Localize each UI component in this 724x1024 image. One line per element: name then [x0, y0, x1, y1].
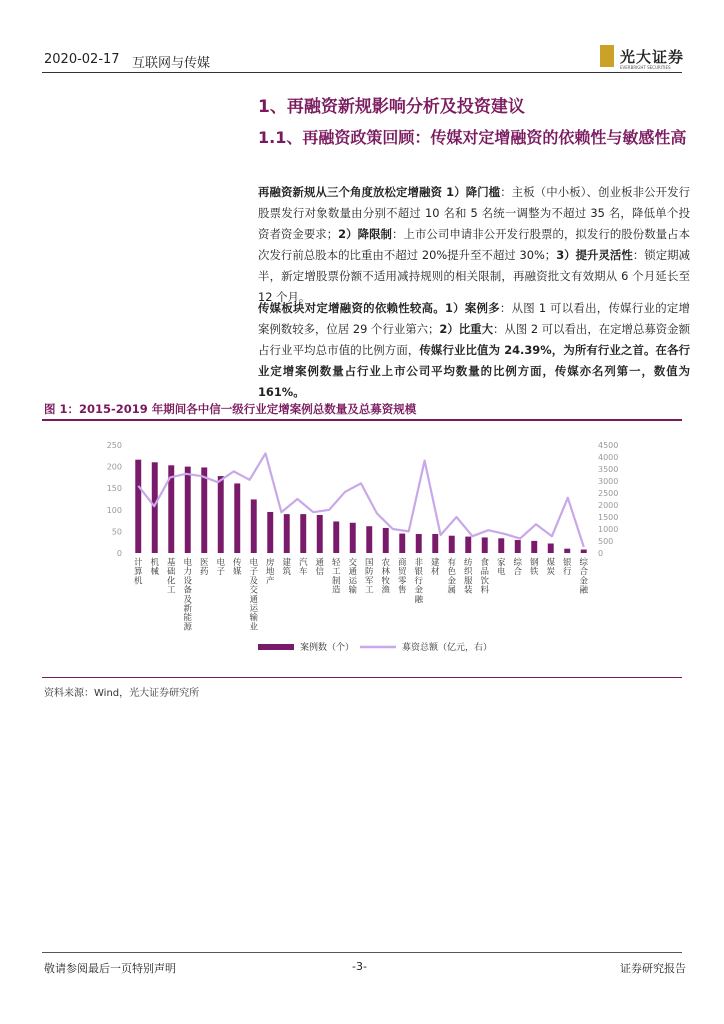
y-right-tick-label: 4500 [598, 441, 619, 450]
bar [218, 476, 224, 553]
p2-bold-2: 2）比重大 [439, 322, 493, 336]
figure-top-rule [42, 419, 682, 421]
x-tick-label: 基础化工 [166, 558, 176, 596]
bar [317, 515, 323, 553]
y-left-tick-label: 0 [116, 549, 122, 558]
x-tick-label: 综合 [513, 558, 523, 578]
bar [185, 467, 191, 553]
bar [251, 499, 257, 553]
bar [350, 523, 356, 553]
report-date: 2020-02-17 [44, 52, 120, 67]
logo-subtext: EVERBRIGHT SECURITIES [620, 65, 671, 70]
p2-lead: 传媒板块对定增融资的依赖性较高。1）案例多 [258, 301, 500, 315]
x-tick-label: 农林牧渔 [381, 558, 391, 596]
x-tick-label: 银行 [562, 558, 572, 578]
bar [482, 537, 488, 553]
x-tick-label: 国防军工 [364, 558, 374, 596]
y-left-tick-label: 200 [106, 462, 122, 472]
paragraph-policy [258, 182, 690, 308]
industry-placement-chart [42, 425, 682, 675]
x-tick-label: 房地产 [265, 558, 275, 587]
y-left-tick-label: 100 [106, 505, 122, 515]
x-tick-label: 电力设备及新能源 [183, 558, 193, 633]
legend-bar-label: 案例数（个） [300, 643, 355, 653]
x-tick-label: 钢铁 [529, 558, 539, 578]
x-tick-label: 电子及交通运输业 [249, 558, 259, 633]
x-tick-label: 纺织服装 [463, 558, 473, 596]
bar [465, 537, 471, 553]
x-tick-label: 汽车 [298, 558, 308, 578]
y-right-tick-label: 1500 [598, 513, 619, 522]
report-sector: 互联网与传媒 [132, 56, 211, 71]
bar [201, 467, 207, 553]
page-number: -3- [352, 960, 367, 973]
bar [366, 526, 372, 553]
x-tick-label: 医药 [199, 558, 209, 578]
bar [515, 540, 521, 553]
x-tick-label: 非银行金融 [414, 558, 424, 605]
subsection-heading: 1.1、再融资政策回顾：传媒对定增融资的依赖性与敏感性高 [258, 128, 687, 147]
company-logo [600, 45, 685, 70]
bar [300, 514, 306, 553]
bar [383, 528, 389, 553]
x-tick-label: 交通运输 [348, 558, 358, 596]
y-right-tick-label: 3000 [598, 477, 619, 486]
bar [449, 536, 455, 553]
x-tick-label: 通信 [315, 558, 325, 578]
bar [531, 541, 537, 553]
y-left-tick-label: 150 [106, 484, 122, 494]
y-right-tick-label: 500 [598, 537, 614, 546]
y-left-tick-label: 250 [106, 441, 122, 450]
x-tick-label: 传媒 [232, 558, 242, 578]
bar [399, 534, 405, 553]
p1-bold-3: 3）提升灵活性 [556, 248, 633, 262]
p1-text-1: ：主板（中小板）、创业板非公开发行股票发行对象数量由分别不超过 10 名和 5 名统一调整为不超过 35 名，降低单个投资者资金要求； [258, 185, 690, 241]
p1-lead: 再融资新规从三个角度放松定增融资 1）降门槛 [258, 185, 501, 199]
p1-bold-2: 2）降限制 [338, 227, 393, 241]
legend-bar-swatch [258, 644, 294, 650]
bar [284, 514, 290, 553]
x-tick-label: 食品饮料 [480, 558, 490, 596]
logo-mark-icon [600, 45, 614, 67]
paragraph-media [258, 298, 690, 403]
bar [564, 549, 570, 553]
bar [135, 460, 141, 553]
figure-source: 资料来源：Wind，光大证券研究所 [44, 688, 200, 699]
bar [498, 538, 504, 553]
footer-divider [42, 952, 682, 953]
y-right-tick-label: 0 [598, 549, 604, 558]
y-right-tick-label: 2000 [598, 501, 619, 510]
bar [416, 534, 422, 553]
bar [267, 512, 273, 553]
x-tick-label: 煤炭 [546, 558, 556, 578]
p2-text-1: ：从图 1 可以看出，传媒行业的定增案例数较多，位居 29 个行业第六； [258, 301, 690, 336]
logo-text: 光大证券 [620, 47, 685, 66]
bar [548, 543, 554, 553]
y-left-tick-label: 50 [111, 527, 122, 537]
x-tick-label: 建筑 [282, 558, 292, 578]
y-right-tick-label: 4000 [598, 453, 619, 462]
p1-text-2: ：上市公司申请非公开发行股票的，拟发行的股份数量占本次发行前总股本的比重由不超过 20%提升至不超过 30%； [258, 227, 690, 262]
p2-text-2: ：从图 2 可以看出，在定增总募资金额占行业平均总市值的比例方面， [258, 322, 690, 357]
section-heading: 1、再融资新规影响分析及投资建议 [258, 97, 525, 117]
x-tick-label: 计算机 [133, 558, 143, 587]
p2-bold-3: 传媒行业比值为 24.39%，为所有行业之首。在各行业定增案例数量占行业上市公司平均数量的比例方面，传媒亦名列第一，数值为 161%。 [258, 343, 690, 399]
x-tick-label: 轻工制造 [331, 558, 341, 596]
p1-text-3: ：锁定期减半，新定增股票份额不适用减持规则的相关限制，再融资批文有效期从 6 个月延长至 12 个月。 [258, 248, 690, 304]
figure-title: 图 1：2015-2019 年期间各中信一级行业定增案例总数量及总募资规模 [44, 402, 417, 416]
x-tick-label: 商贸零售 [397, 558, 407, 596]
bar [581, 550, 587, 553]
bar [234, 483, 240, 553]
x-tick-label: 家电 [496, 558, 506, 578]
bar [152, 462, 158, 553]
x-tick-label: 建材 [430, 558, 440, 578]
header-divider [42, 72, 682, 73]
bar [432, 534, 438, 553]
footer-disclaimer: 敬请参阅最后一页特别声明 [44, 962, 176, 975]
x-tick-label: 机械 [150, 558, 160, 578]
figure-bottom-rule [42, 677, 682, 678]
x-tick-label: 有色金属 [447, 558, 457, 596]
footer-report-type: 证券研究报告 [620, 962, 686, 975]
x-tick-label: 电子 [216, 558, 226, 578]
y-right-tick-label: 2500 [598, 489, 619, 498]
x-tick-label: 综合金融 [579, 558, 589, 596]
bar [333, 521, 339, 553]
y-right-tick-label: 3500 [598, 465, 619, 474]
legend-line-label: 募资总额（亿元，右） [402, 643, 493, 653]
y-right-tick-label: 1000 [598, 525, 619, 534]
